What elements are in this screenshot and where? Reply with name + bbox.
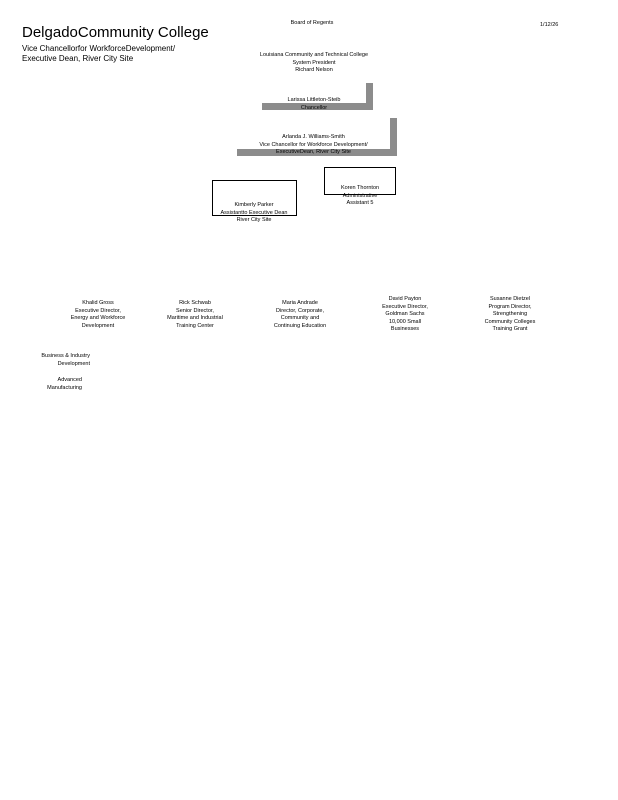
node-chancellor	[262, 97, 366, 112]
node-susanne-dietzel	[470, 296, 550, 334]
payton-line-4: 10,000 Small	[388, 318, 422, 325]
subtitle-line-1: Vice Chancellorfor WorkforceDevelopment/	[22, 44, 176, 53]
subtitle-line-2: Executive Dean, River City Site	[22, 54, 134, 63]
dietzel-line-3: Strengthening	[492, 311, 528, 318]
lctcs-line-3: Richard Nelson	[295, 67, 333, 74]
vice-chancellor-title: Vice Chancellor for Workforce Development/	[259, 141, 368, 148]
schwab-line-1: Rick Schwab	[179, 300, 211, 306]
gross-line-1: Khalid Gross	[82, 300, 114, 306]
node-vice-chancellor	[237, 134, 390, 157]
andrade-line-3: Community and	[280, 315, 320, 322]
parker-title: Assistantto Executive Dean	[220, 209, 288, 216]
thornton-title: Administrative	[342, 192, 378, 199]
program-advanced-manufacturing	[34, 377, 82, 392]
andrade-line-1: Maria Andrade	[282, 300, 318, 306]
lctcs-line-1: Louisiana Community and Technical College	[259, 52, 369, 58]
schwab-line-2: Senior Director,	[176, 307, 214, 314]
business-line-2: Development	[57, 360, 90, 367]
andrade-line-4: Continuing Education	[273, 322, 327, 329]
dietzel-line-5: Training Grant	[492, 326, 528, 333]
payton-line-3: Goldman Sachs	[385, 311, 425, 318]
gross-line-4: Development	[81, 322, 115, 329]
schwab-line-3: Maritime and Industrial	[167, 315, 223, 322]
payton-line-5: Businesses	[390, 326, 420, 333]
gross-line-2: Executive Director,	[75, 307, 121, 314]
business-line-1: Business & Industry	[41, 353, 90, 359]
schwab-line-4: Training Center	[176, 322, 214, 329]
node-board-of-regents: Board of Regents	[290, 20, 334, 26]
page-title: DelgadoCommunity College	[22, 24, 209, 41]
node-lctcs-president	[244, 52, 384, 75]
andrade-line-2: Director, Corporate,	[276, 307, 324, 314]
gross-line-3: Energy and Workforce	[70, 315, 126, 322]
thornton-grade: Assistant 5	[346, 200, 374, 207]
vice-chancellor-name: Arlanda J. Williams-Smith	[282, 134, 345, 140]
node-rick-schwab	[155, 300, 235, 330]
vice-chancellor-site: ExecutiveDean, River City Site	[276, 149, 351, 156]
lctcs-line-2: System President	[292, 59, 336, 66]
node-khalid-gross	[58, 300, 138, 330]
parker-name: Kimberly Parker	[234, 202, 274, 208]
node-kimberly-parker	[206, 202, 302, 225]
thornton-name: Koren Thornton	[340, 185, 380, 191]
payton-line-2: Executive Director,	[382, 303, 428, 310]
print-date: 1/12/26	[540, 22, 559, 28]
program-business-industry	[34, 353, 90, 368]
node-david-payton	[365, 296, 445, 334]
chancellor-name: Larissa Littleton-Steib	[287, 97, 341, 103]
dietzel-line-4: Community Colleges	[484, 318, 536, 325]
payton-line-1: David Payton	[388, 296, 422, 302]
dietzel-line-1: Susanne Dietzel	[489, 296, 531, 302]
chancellor-title: Chancellor	[300, 104, 328, 111]
page-subtitle	[22, 44, 175, 64]
advanced-line-1: Advanced	[57, 377, 82, 383]
parker-site: River City Site	[236, 217, 272, 224]
advanced-line-2: Manufacturing	[47, 384, 82, 391]
dietzel-line-2: Program Director,	[488, 303, 532, 310]
node-koren-thornton	[324, 185, 396, 208]
node-maria-andrade	[260, 300, 340, 330]
